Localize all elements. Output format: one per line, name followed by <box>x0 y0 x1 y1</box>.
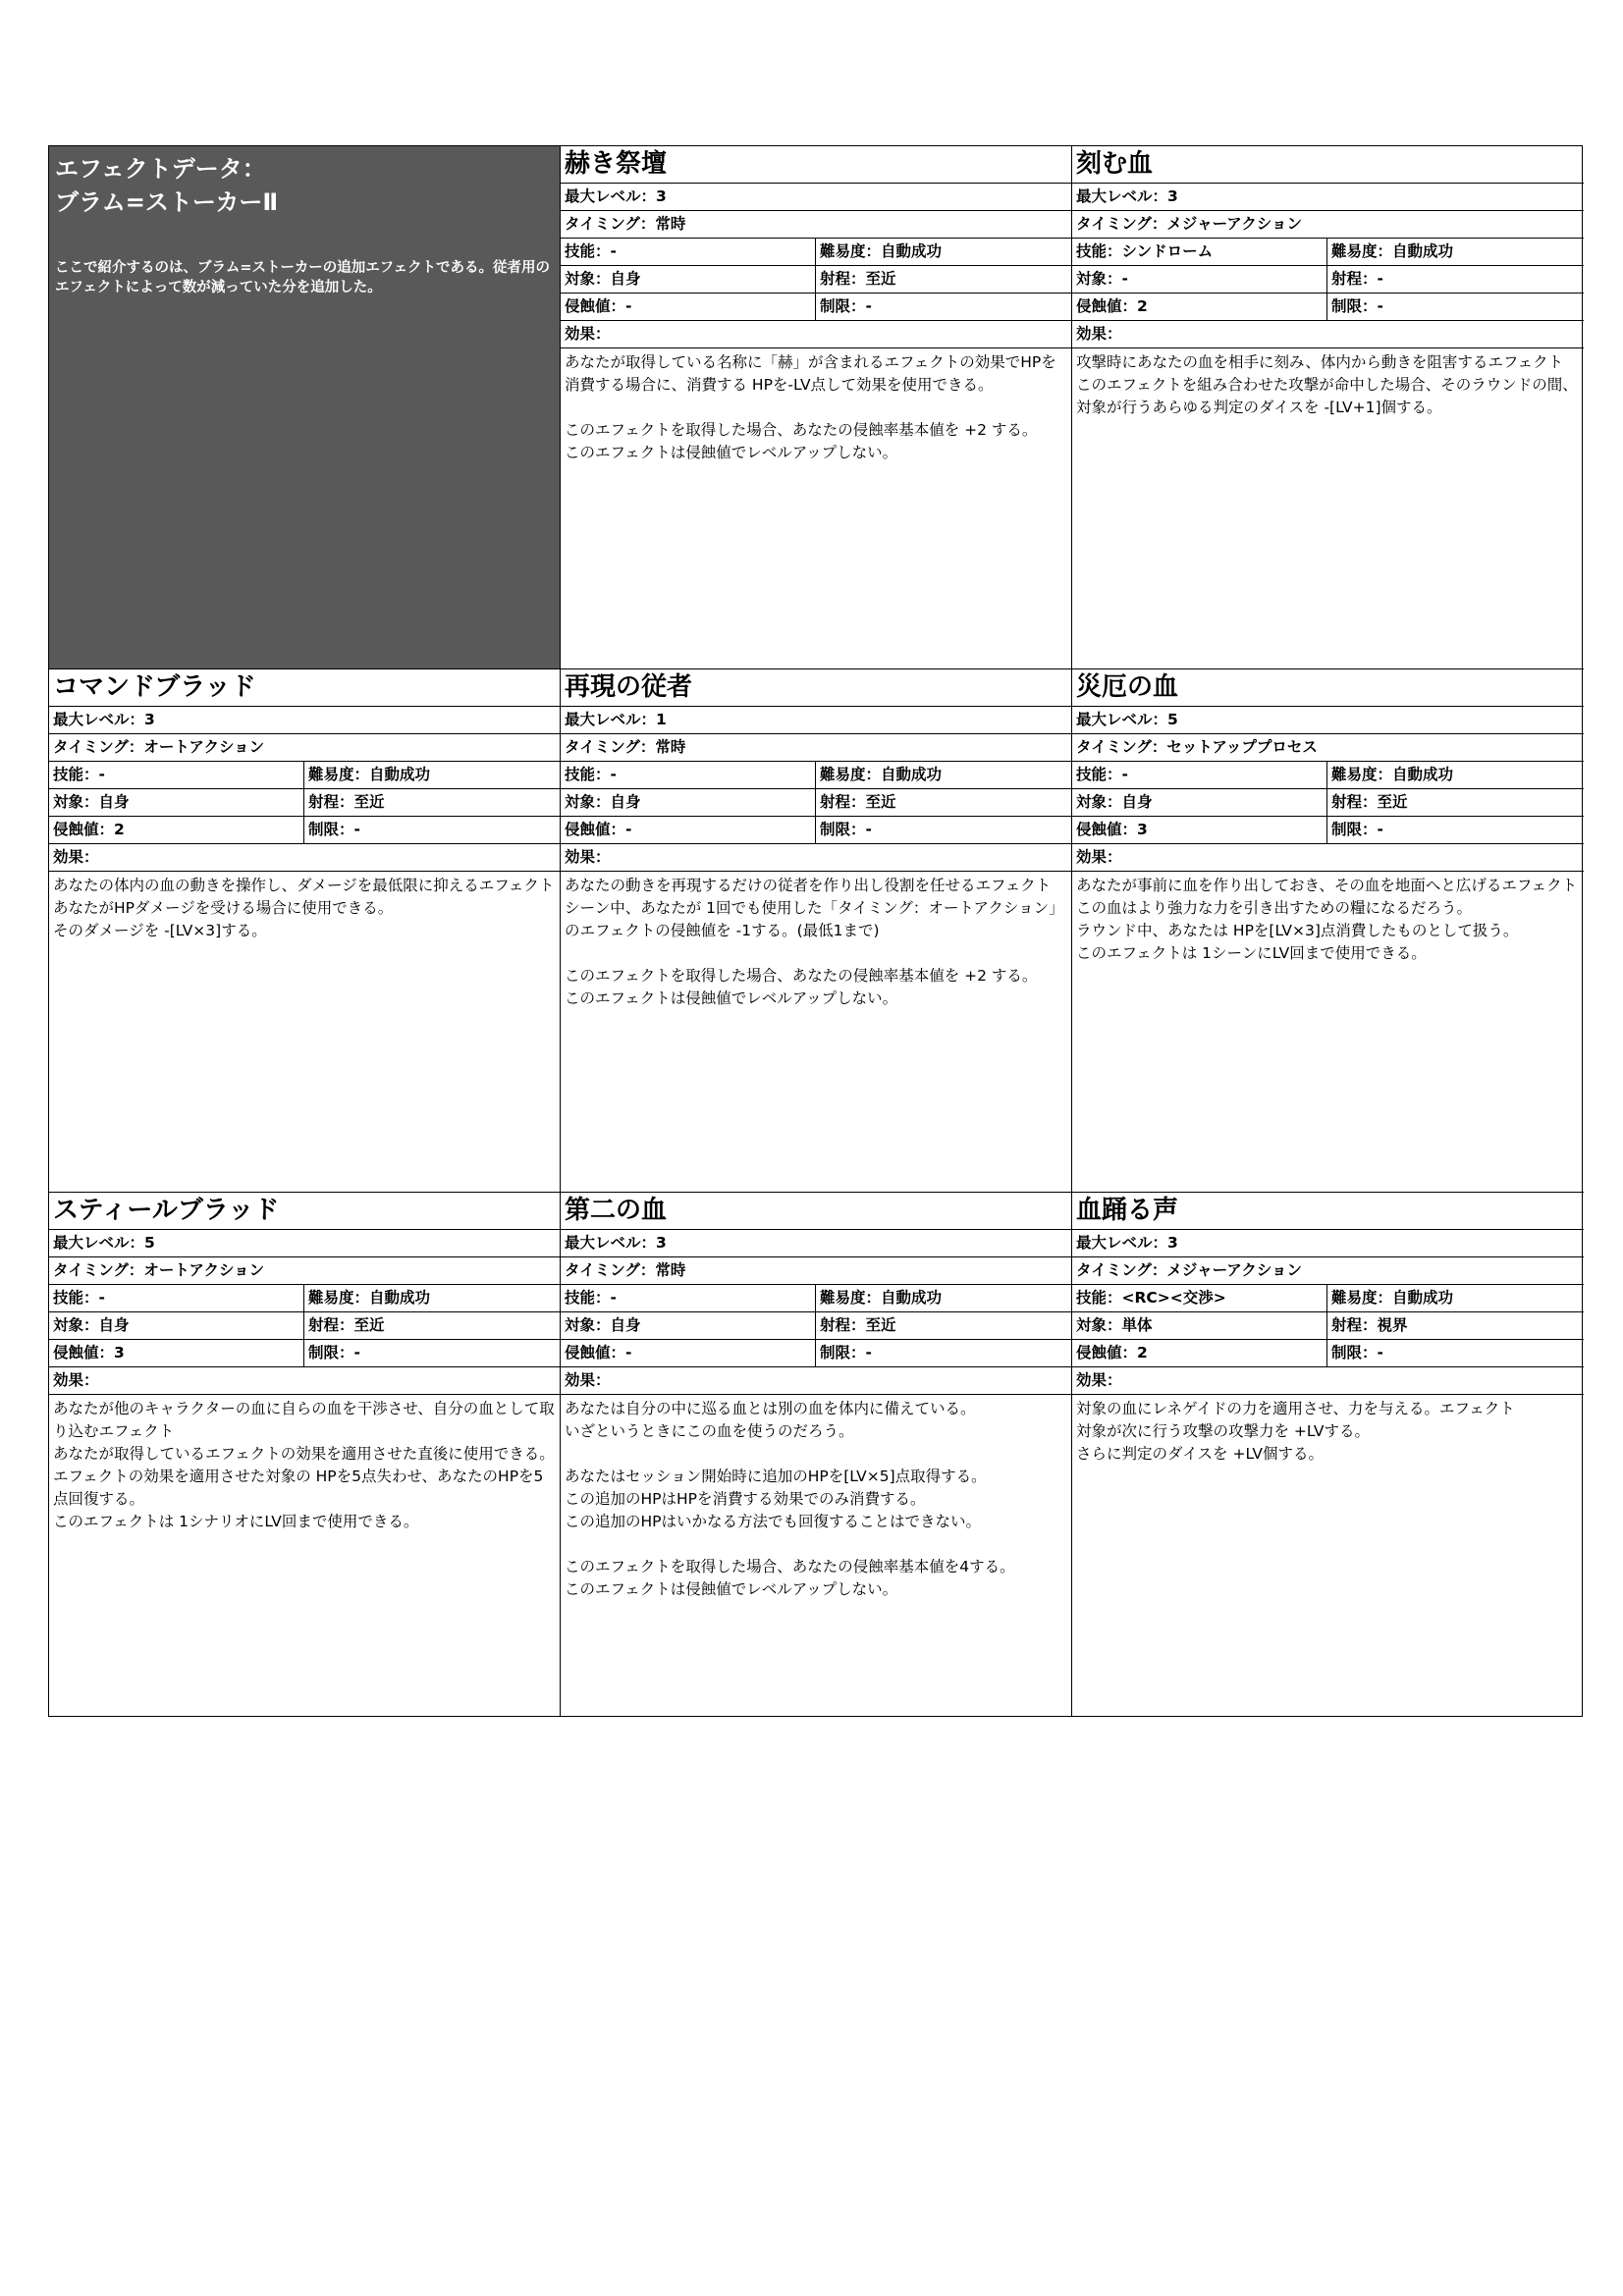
effect-card <box>1072 669 1584 1193</box>
effect-text-paragraph: 攻撃時にあなたの血を相手に刻み、体内から動きを阻害するエフェクト このエフェクトを組み合わせた攻撃が命中した場合、そのラウンドの間、対象が行うあらゆる判定のダイスを -[LV+1]個する。 <box>1076 353 1578 416</box>
effect-card <box>1072 1193 1584 1716</box>
limit: 制限：- <box>308 821 360 838</box>
difficulty: 難易度：自動成功 <box>308 766 431 783</box>
max-level: 最大レベル：3 <box>561 184 1071 211</box>
effect-card <box>49 1193 561 1716</box>
max-level: 最大レベル：5 <box>1072 707 1584 734</box>
effect-label: 効果： <box>561 1367 1071 1395</box>
skill: 技能：- <box>561 762 816 788</box>
effect-name: 赫き祭壇 <box>561 146 1071 184</box>
effect-text-paragraph: あなたの動きを再現するだけの従者を作り出し役割を任せるエフェクト シーン中、あなたが 1回でも使用した「タイミング：オートアクション」のエフェクトの侵蝕値を -1する。(最低1まで) このエフェクトを取得した場合、あなたの侵蝕率基本値を +2 する。 このエフェクトは侵蝕値でレベルアップしない。 <box>565 877 1064 1007</box>
target: 対象：自身 <box>561 789 816 816</box>
limit: 制限：- <box>1331 297 1383 315</box>
target: 対象：自身 <box>49 1312 304 1339</box>
erosion-limit-row <box>1072 294 1584 321</box>
target: 対象：自身 <box>561 1312 816 1339</box>
difficulty: 難易度：自動成功 <box>820 1289 943 1307</box>
max-level: 最大レベル：3 <box>561 1230 1071 1257</box>
effect-label: 効果： <box>561 844 1071 872</box>
target: 対象：自身 <box>49 789 304 816</box>
skill-difficulty-row <box>1072 1285 1584 1312</box>
max-level: 最大レベル：5 <box>49 1230 560 1257</box>
skill-difficulty-row <box>1072 762 1584 789</box>
skill: 技能：- <box>561 1285 816 1311</box>
erosion-limit-row <box>561 294 1071 321</box>
target-range-row <box>49 789 560 817</box>
erosion-limit-row <box>49 1340 560 1367</box>
difficulty: 難易度：自動成功 <box>820 766 943 783</box>
erosion: 侵蝕値：- <box>561 294 816 320</box>
range: 射程：至近 <box>820 793 896 811</box>
effect-text-paragraph: あなたの体内の血の動きを操作し、ダメージを最低限に抑えるエフェクト あなたがHPダメージを受ける場合に使用できる。 そのダメージを -[LV×3]する。 <box>53 877 555 939</box>
difficulty: 難易度：自動成功 <box>308 1289 431 1307</box>
timing: タイミング：常時 <box>561 734 1071 762</box>
effect-text-paragraph: 対象の血にレネゲイドの力を適用させ、力を与える。エフェクト 対象が次に行う攻撃の攻撃力を +LVする。 さらに判定のダイスを +LV個する。 <box>1076 1400 1515 1463</box>
effect-text <box>561 348 1071 467</box>
effect-label: 効果： <box>561 321 1071 348</box>
effect-text-paragraph: あなたは自分の中に巡る血とは別の血を体内に備えている。 いざというときにこの血を使うのだろう。 あなたはセッション開始時に追加のHPを[LV×5]点取得する。 この追加のHPはHPを消費する効果でのみ消費する。 この追加のHPはいかなる方法でも回復することはできない。 このエフェクトを取得した場合、あなたの侵蝕率基本値を4する。 このエフェクトは侵蝕値でレベルアップしない。 <box>565 1400 1015 1598</box>
max-level: 最大レベル：3 <box>49 707 560 734</box>
target-range-row <box>561 266 1071 294</box>
effect-name: コマンドブラッド <box>49 669 560 707</box>
skill: 技能：- <box>49 762 304 788</box>
skill-difficulty-row <box>561 762 1071 789</box>
erosion-limit-row <box>1072 817 1584 844</box>
erosion: 侵蝕値：3 <box>49 1340 304 1366</box>
effect-name: 血踊る声 <box>1072 1193 1584 1230</box>
difficulty: 難易度：自動成功 <box>1331 1289 1454 1307</box>
timing: タイミング：常時 <box>561 211 1071 239</box>
effect-text <box>49 1395 560 1536</box>
effect-text-paragraph: あなたが他のキャラクターの血に自らの血を干渉させ、自分の血として取り込むエフェクト あなたが取得しているエフェクトの効果を適用させた直後に使用できる。 エフェクトの効果を適用させた対象の HPを5点失わせ、あなたのHPを5点回復する。 このエフェクトは 1シナリオにLV回まで使用できる。 <box>53 1400 555 1530</box>
skill: 技能：- <box>561 239 816 265</box>
erosion-limit-row <box>561 1340 1071 1367</box>
effect-text <box>49 872 560 945</box>
timing: タイミング：常時 <box>561 1257 1071 1285</box>
skill-difficulty-row <box>1072 239 1584 266</box>
intro-title-line1: エフェクトデータ： <box>55 155 266 183</box>
effect-label: 効果： <box>49 844 560 872</box>
effect-card <box>1072 146 1584 669</box>
effect-label: 効果： <box>1072 1367 1584 1395</box>
erosion-limit-row <box>1072 1340 1584 1367</box>
erosion: 侵蝕値：2 <box>1072 294 1327 320</box>
skill-difficulty-row <box>561 1285 1071 1312</box>
limit: 制限：- <box>820 1344 872 1362</box>
limit: 制限：- <box>308 1344 360 1362</box>
effect-text <box>561 1395 1071 1604</box>
effect-card <box>561 146 1072 669</box>
range: 射程：視界 <box>1331 1316 1408 1334</box>
limit: 制限：- <box>820 821 872 838</box>
difficulty: 難易度：自動成功 <box>820 242 943 260</box>
effect-label: 効果： <box>49 1367 560 1395</box>
erosion: 侵蝕値：2 <box>1072 1340 1327 1366</box>
effect-text-paragraph: あなたが事前に血を作り出しておき、その血を地面へと広げるエフェクト この血はより強力な力を引き出すための糧になるだろう。 ラウンド中、あなたは HPを[LV×3]点消費したものとして扱う。 このエフェクトは 1シーンにLV回まで使用できる。 <box>1076 877 1578 962</box>
effect-text <box>561 872 1071 1013</box>
target-range-row <box>561 789 1071 817</box>
target: 対象：- <box>1072 266 1327 293</box>
intro-card <box>49 146 561 669</box>
skill: 技能：<RC><交渉> <box>1072 1285 1327 1311</box>
effect-name: 再現の従者 <box>561 669 1071 707</box>
effect-text <box>1072 348 1584 422</box>
effect-name: 刻む血 <box>1072 146 1584 184</box>
timing: タイミング：セットアッププロセス <box>1072 734 1584 762</box>
erosion: 侵蝕値：- <box>561 1340 816 1366</box>
difficulty: 難易度：自動成功 <box>1331 242 1454 260</box>
timing: タイミング：オートアクション <box>49 1257 560 1285</box>
target: 対象：自身 <box>1072 789 1327 816</box>
skill-difficulty-row <box>561 239 1071 266</box>
timing: タイミング：メジャーアクション <box>1072 211 1584 239</box>
target-range-row <box>561 1312 1071 1340</box>
range: 射程：至近 <box>820 1316 896 1334</box>
erosion: 侵蝕値：3 <box>1072 817 1327 843</box>
effect-card <box>561 669 1072 1193</box>
erosion-limit-row <box>49 817 560 844</box>
effect-card <box>49 669 561 1193</box>
limit: 制限：- <box>1331 821 1383 838</box>
target: 対象：自身 <box>561 266 816 293</box>
range: 射程：至近 <box>820 270 896 288</box>
target-range-row <box>1072 266 1584 294</box>
max-level: 最大レベル：3 <box>1072 1230 1584 1257</box>
limit: 制限：- <box>820 297 872 315</box>
timing: タイミング：オートアクション <box>49 734 560 762</box>
skill: 技能：- <box>1072 762 1327 788</box>
intro-description: ここで紹介するのは、ブラム=ストーカーの追加エフェクトである。従者用のエフェクトによって数が減っていた分を追加した。 <box>55 260 550 295</box>
effect-name: 災厄の血 <box>1072 669 1584 707</box>
erosion: 侵蝕値：2 <box>49 817 304 843</box>
range: 射程：- <box>1331 270 1383 288</box>
range: 射程：至近 <box>308 793 385 811</box>
effect-sheet <box>48 145 1583 1717</box>
range: 射程：至近 <box>1331 793 1408 811</box>
skill: 技能：- <box>49 1285 304 1311</box>
intro-title-line2: ブラム=ストーカーⅡ <box>55 188 279 216</box>
max-level: 最大レベル：3 <box>1072 184 1584 211</box>
effect-text <box>1072 1395 1584 1468</box>
skill-difficulty-row <box>49 762 560 789</box>
effect-name: 第二の血 <box>561 1193 1071 1230</box>
effect-label: 効果： <box>1072 321 1584 348</box>
skill-difficulty-row <box>49 1285 560 1312</box>
skill: 技能：シンドローム <box>1072 239 1327 265</box>
effect-label: 効果： <box>1072 844 1584 872</box>
effect-name: スティールブラッド <box>49 1193 560 1230</box>
effect-card <box>561 1193 1072 1716</box>
effect-text <box>1072 872 1584 968</box>
erosion-limit-row <box>561 817 1071 844</box>
limit: 制限：- <box>1331 1344 1383 1362</box>
max-level: 最大レベル：1 <box>561 707 1071 734</box>
target: 対象：単体 <box>1072 1312 1327 1339</box>
timing: タイミング：メジャーアクション <box>1072 1257 1584 1285</box>
range: 射程：至近 <box>308 1316 385 1334</box>
target-range-row <box>1072 789 1584 817</box>
difficulty: 難易度：自動成功 <box>1331 766 1454 783</box>
target-range-row <box>1072 1312 1584 1340</box>
erosion: 侵蝕値：- <box>561 817 816 843</box>
effect-text-paragraph: あなたが取得している名称に「赫」が含まれるエフェクトの効果でHPを消費する場合に、消費する HPを-LV点して効果を使用できる。 このエフェクトを取得した場合、あなたの侵蝕率基本値を +2 する。 このエフェクトは侵蝕値でレベルアップしない。 <box>565 353 1056 461</box>
target-range-row <box>49 1312 560 1340</box>
